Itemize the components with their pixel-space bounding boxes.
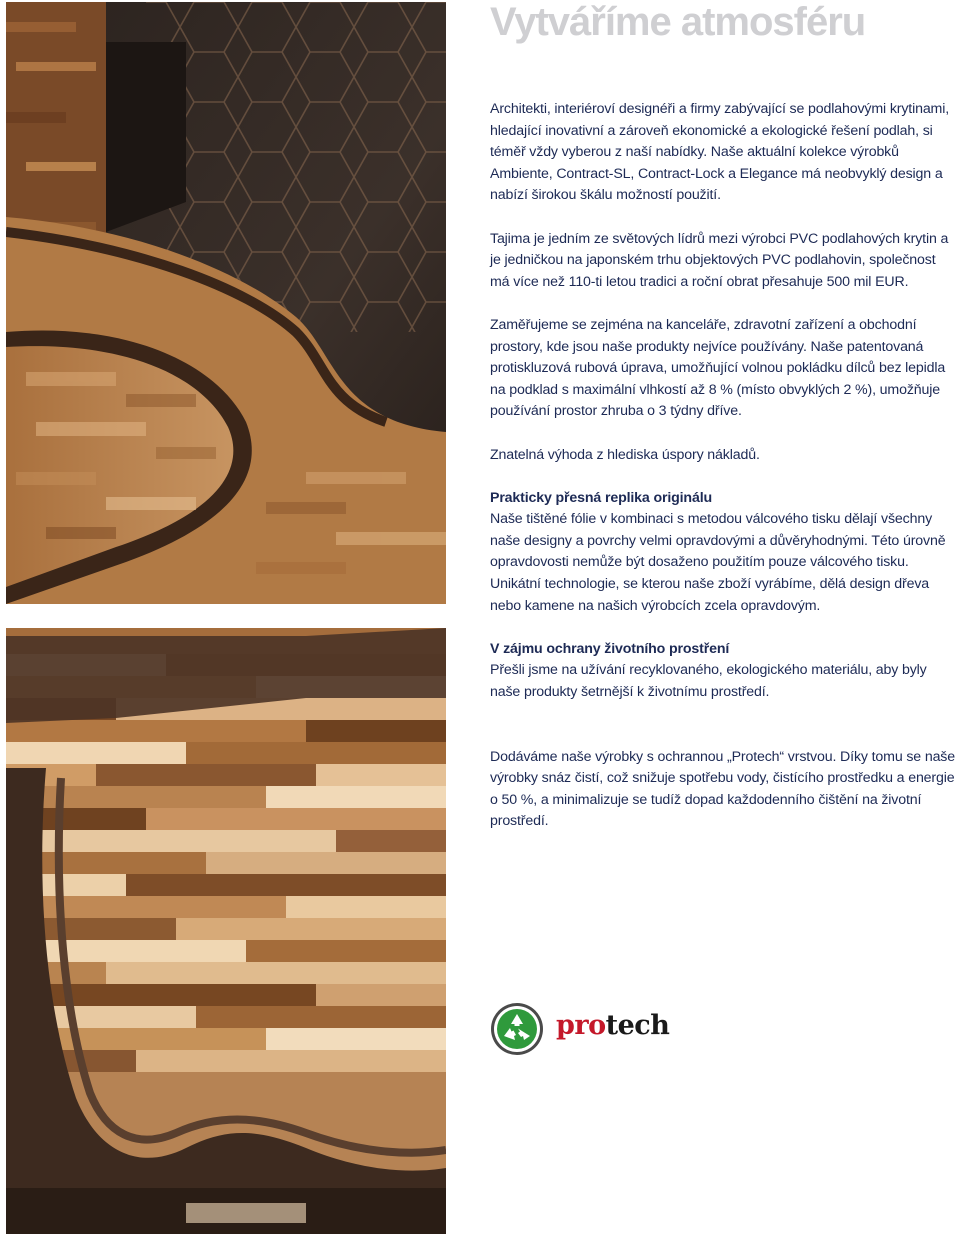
protech-paragraph: Dodáváme naše výrobky s ochrannou „Protech“ vrstvou. Díky tomu se naše výrobky snáz čistí, což snižuje spotřebu vody, čistícího prostředku a energie o 50 %, a minimalizuje se tudíž dopad každodenního čištění na životní prostředí. (490, 748, 955, 830)
environment-section (490, 639, 958, 704)
focus-paragraph: Zaměřujeme se zejména na kanceláře, zdravotní zařízení a obchodní prostory, kde jsou naše produkty nejvíce používány. Naše patentovaná protiskluzová rubová úprava, umožňující volnou pokládku dílců bez lepidla na podklad s maximální vlhkostí až 8 % (místo obvyklých 2 %), umožňuje používání prostor zhruba o 3 týdny dříve. (490, 316, 946, 420)
environment-body: Přešli jsme na užívání recyklovaného, ekologického materiálu, aby byly naše produkty šetrnější k životnímu prostředí. (490, 662, 927, 701)
logos (490, 1002, 690, 1062)
protech-logo-pro: pro (556, 1010, 606, 1041)
protech-logo-tech: tech (605, 1010, 670, 1041)
page-title: Vytváříme atmosféru (490, 0, 866, 44)
company-paragraph: Tajima je jedním ze světových lídrů mezi výrobci PVC podlahových krytin a je jedničkou na japonském trhu objektových PVC podlahovin, společnost má více než 110-ti letou tradici a roční obrat přesahuje 500 mil EUR. (490, 230, 949, 290)
replica-body: Naše tištěné fólie v kombinaci s metodou válcového tisku dělají všechny naše designy a povrchy velmi opravdovými a důvěryhodnými. Této úrovně opravdovosti nemůže být dosaženo použitím pouze válcového tisku. Unikátní technologie, se kterou naše zboží vyrábíme, dělá design dřeva nebo kamene na našich výrobcích zcela opravdovým. (490, 511, 946, 614)
replica-heading: Prakticky přesná replika originálu (490, 489, 712, 506)
interior-photo-top (6, 2, 446, 604)
main-text (490, 99, 958, 855)
recycle-icon (490, 1002, 544, 1056)
intro-paragraph: Architekti, interiéroví designéři a firmy zabývající se podlahovými krytinami, hledající inovativní a zároveň ekonomické a ekologické řešení podlah, si téměř vždy vyberou z naší nabídky. Naše aktuální kolekce výrobků Ambiente, Contract-SL, Contract-Lock a Elegance má neobvyklý design a nabízí širokou škálu možností použití. (490, 101, 950, 204)
protech-logo (556, 1012, 669, 1039)
replica-section (490, 488, 958, 618)
savings-paragraph: Znatelná výhoda z hlediska úspory nákladů. (490, 446, 760, 463)
environment-heading: V zájmu ochrany životního prostření (490, 640, 730, 657)
interior-photo-bottom (6, 628, 446, 1234)
